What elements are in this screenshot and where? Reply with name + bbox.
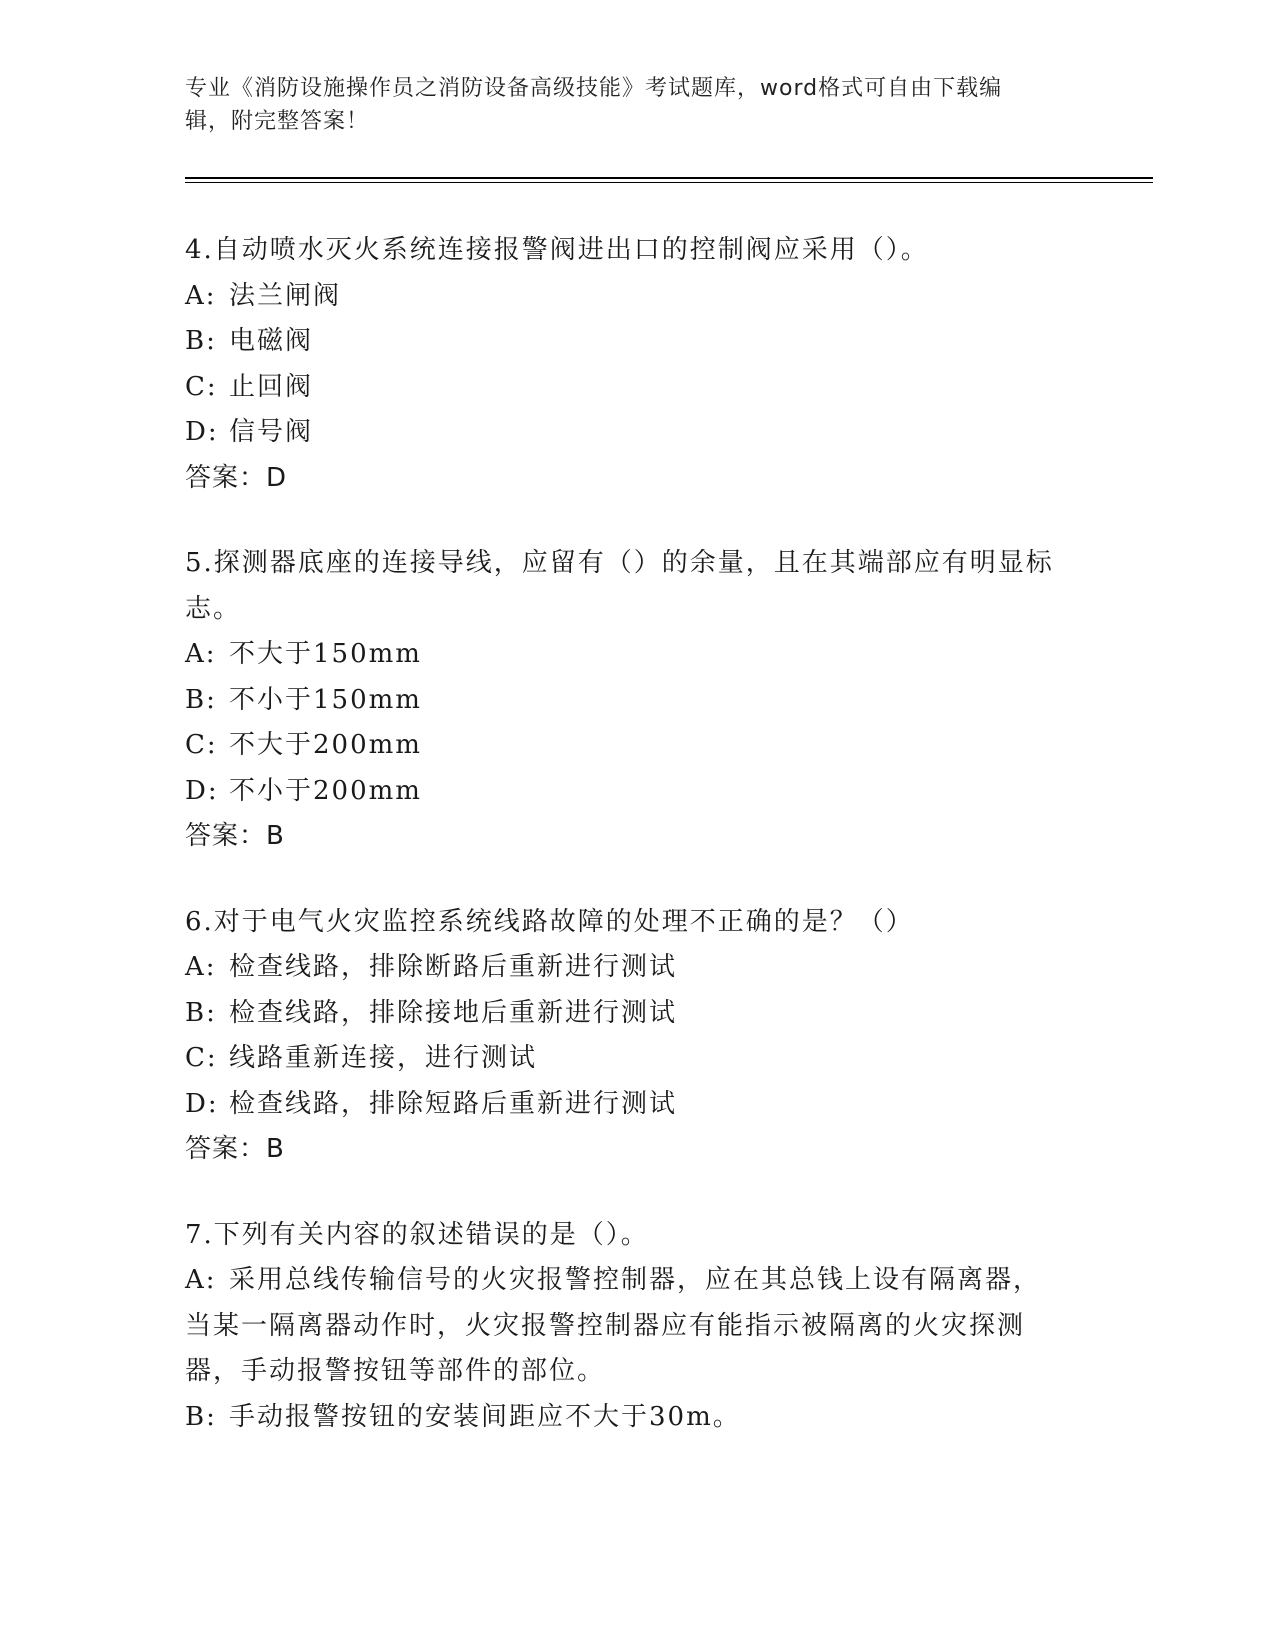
option-letter: B: — [185, 684, 217, 715]
option-letter: D: — [185, 775, 219, 806]
option-text: 不大于150mm — [229, 639, 422, 669]
option-a — [185, 945, 1065, 991]
option-letter: A: — [185, 952, 217, 982]
option-letter: A: — [185, 639, 217, 669]
option-text: 不小于200mm — [229, 775, 422, 806]
header-line-2: 辑，附完整答案！ — [185, 109, 370, 134]
option-a — [185, 632, 1065, 678]
option-d — [185, 769, 1065, 815]
question-6 — [185, 900, 1065, 1173]
question-stem: 7.下列有关内容的叙述错误的是（）。 — [185, 1219, 649, 1250]
answer-line: 答案：B — [185, 1134, 285, 1164]
header-line-1: 专业《消防设施操作员之消防设备高级技能》考试题库，word格式可自由下载编 — [185, 76, 1003, 101]
option-letter: A: — [185, 280, 217, 311]
option-text: 不大于200mm — [229, 730, 422, 760]
option-letter: B: — [185, 997, 217, 1028]
document-header — [185, 72, 1065, 138]
question-stem: 5.探测器底座的连接导线，应留有（）的余量，且在其端部应有明显标志。 — [185, 548, 1054, 624]
option-text: 检查线路，排除短路后重新进行测试 — [229, 1088, 678, 1119]
option-a — [185, 274, 1065, 320]
option-text: 止回阀 — [229, 371, 314, 402]
answer-line: 答案：B — [185, 821, 285, 851]
option-text: 检查线路，排除断路后重新进行测试 — [229, 952, 678, 982]
option-letter: C: — [185, 730, 218, 760]
option-c — [185, 365, 1065, 411]
question-7 — [185, 1213, 1065, 1441]
option-letter: A: — [185, 1265, 217, 1295]
option-c — [185, 1036, 1065, 1082]
question-list — [185, 228, 1065, 1480]
option-d — [185, 1082, 1065, 1128]
option-text: 线路重新连接，进行测试 — [229, 1043, 538, 1073]
option-letter: D: — [185, 1088, 219, 1119]
header-rule-thin — [185, 182, 1153, 183]
option-text: 信号阀 — [229, 417, 314, 447]
option-letter: C: — [185, 371, 218, 402]
option-c — [185, 723, 1065, 769]
option-text: 采用总线传输信号的火灾报警控制器，应在其总钱上设有隔离器，当某一隔离器动作时，火灾报警控制器应有能指示被隔离的火灾探测器，手动报警按钮等部件的部位。 — [185, 1265, 1042, 1386]
option-letter: B: — [185, 326, 217, 356]
option-d — [185, 410, 1065, 456]
option-letter: D: — [185, 417, 219, 447]
header-rule-thick — [185, 177, 1153, 179]
option-letter: B: — [185, 1401, 217, 1432]
option-text: 检查线路，排除接地后重新进行测试 — [229, 997, 678, 1028]
option-a — [185, 1258, 1065, 1395]
option-text: 不小于150mm — [229, 684, 422, 715]
option-text: 电磁阀 — [229, 326, 314, 356]
question-5 — [185, 541, 1065, 860]
question-stem: 6.对于电气火灾监控系统线路故障的处理不正确的是？（） — [185, 906, 914, 937]
option-b — [185, 1395, 1065, 1441]
option-b — [185, 678, 1065, 724]
option-text: 手动报警按钮的安装间距应不大于30m。 — [229, 1401, 741, 1432]
question-4 — [185, 228, 1065, 501]
option-b — [185, 319, 1065, 365]
option-text: 法兰闸阀 — [229, 280, 342, 311]
option-letter: C: — [185, 1043, 218, 1073]
answer-line: 答案：D — [185, 462, 288, 493]
option-b — [185, 991, 1065, 1037]
question-stem: 4.自动喷水灭火系统连接报警阀进出口的控制阀应采用（）。 — [185, 235, 929, 265]
